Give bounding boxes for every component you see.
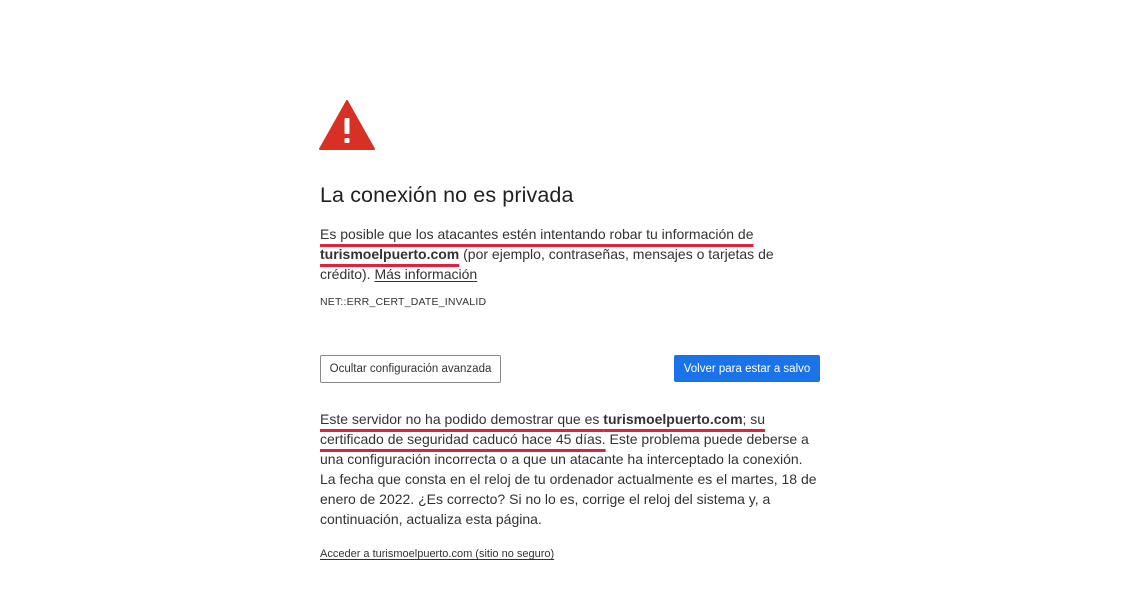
button-row bbox=[320, 355, 820, 383]
details-expiry-text: ; su certificado de seguridad caducó hace 45 días. bbox=[320, 411, 766, 447]
interstitial-content bbox=[320, 100, 820, 561]
intro-text-start: Es posible que los atacantes estén intentando robar tu información de bbox=[320, 226, 754, 242]
proceed-unsafe-link[interactable]: Acceder a turismoelpuerto.com (sitio no seguro) bbox=[320, 548, 555, 560]
intro-domain: turismoelpuerto.com bbox=[320, 246, 460, 262]
details-domain: turismoelpuerto.com bbox=[603, 411, 743, 427]
hide-advanced-button[interactable]: Ocultar configuración avanzada bbox=[320, 355, 501, 383]
details-paragraph bbox=[320, 409, 820, 529]
more-info-link[interactable]: Más información bbox=[374, 266, 478, 282]
back-to-safety-button[interactable]: Volver para estar a salvo bbox=[674, 355, 820, 382]
warning-triangle-icon bbox=[319, 100, 375, 150]
page-title: La conexión no es privada bbox=[320, 183, 574, 207]
details-text-start: Este servidor no ha podido demostrar que es bbox=[320, 411, 604, 427]
details-text-end: Este problema puede deberse a una configuración incorrecta o a que un atacante ha interceptado la conexión. La fecha que consta en el reloj de tu ordenador actualmente es el martes, 18 de enero de 2022. ¿Es correcto? Si no lo es, corrige el reloj del sistema y, a continuación, actualiza esta página. bbox=[320, 431, 817, 527]
intro-text-end: (por ejemplo, contraseñas, mensajes o tarjetas de crédito). bbox=[320, 246, 774, 282]
proceed-row bbox=[320, 547, 820, 561]
intro-paragraph bbox=[320, 224, 820, 284]
error-code: NET::ERR_CERT_DATE_INVALID bbox=[320, 296, 487, 308]
